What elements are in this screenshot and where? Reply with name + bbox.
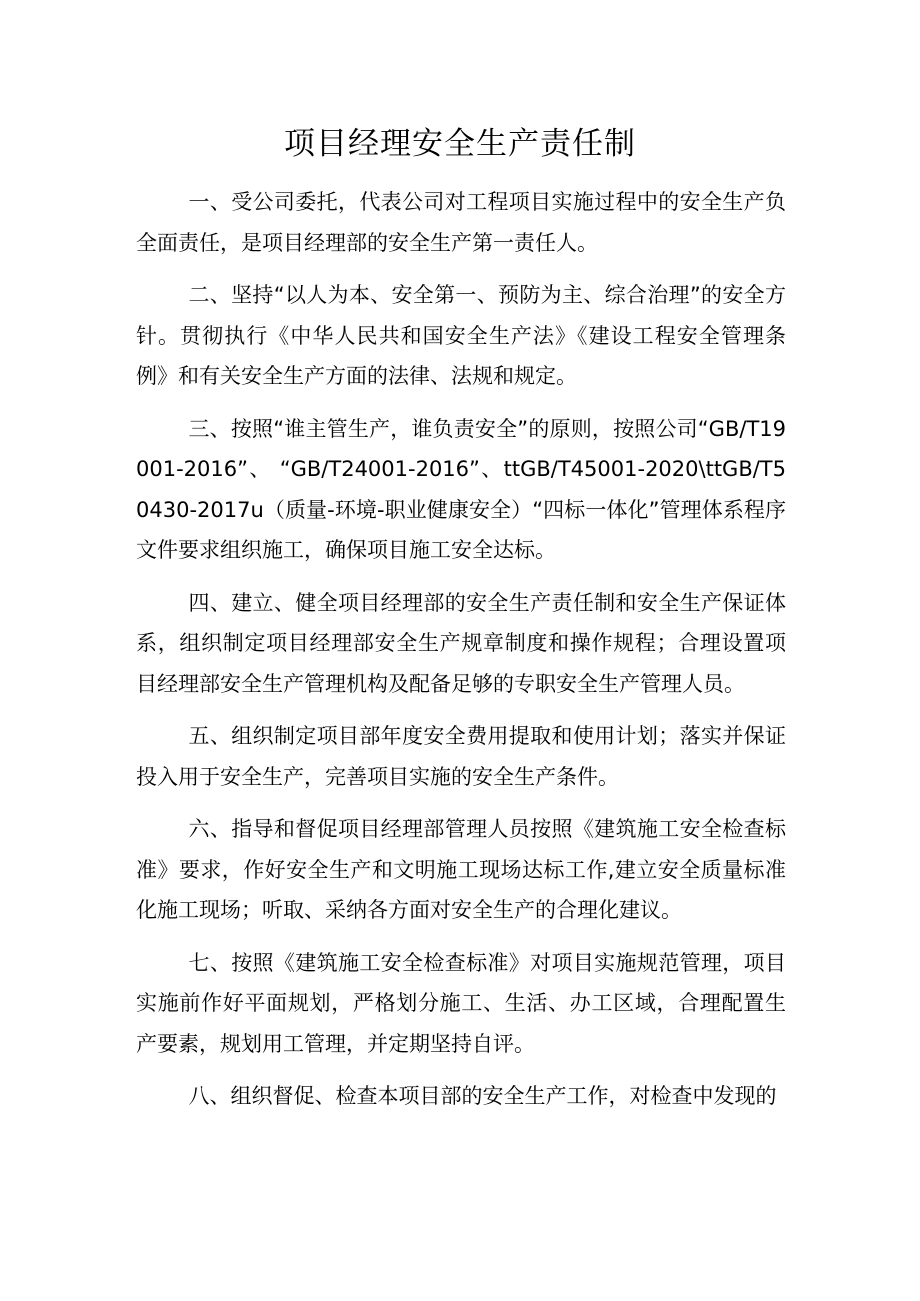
paragraph-3: 三、按照“谁主管生产，谁负责安全”的原则，按照公司“GB/T19001-2016”、 “GB/T24001-2016”、ttGB/T45001-2020\ttGB/T50430-2017u（质量-环境-职业健康安全）“四标一体化”管理体系程序文件要求组织施工，确保项目施工安全达标。 (136, 416, 786, 562)
document-title: 项目经理安全生产责任制 (284, 126, 636, 162)
paragraph-4: 四、建立、健全项目经理部的安全生产责任制和安全生产保证体系，组织制定项目经理部安全生产规章制度和操作规程；合理设置项目经理部安全生产管理机构及配备足够的专职安全生产管理人员。 (136, 590, 786, 696)
paragraph-7: 七、按照《建筑施工安全检查标准》对项目实施规范管理，项目实施前作好平面规划，严格划分施工、生活、办工区域，合理配置生产要素，规划用工管理，并定期坚持自评。 (136, 950, 786, 1056)
paragraph-6: 六、指导和督促项目经理部管理人员按照《建筑施工安全检查标准》要求，作好安全生产和文明施工现场达标工作,建立安全质量标准化施工现场；听取、采纳各方面对安全生产的合理化建议。 (136, 817, 786, 922)
paragraph-8: 八、组织督促、检查本项目部的安全生产工作，对检查中发现的 (188, 1084, 777, 1108)
document-body (136, 182, 786, 1117)
paragraph-5: 五、组织制定项目部年度安全费用提取和使用计划；落实并保证投入用于安全生产，完善项目实施的安全生产条件。 (136, 724, 786, 789)
paragraph-1: 一、受公司委托，代表公司对工程项目实施过程中的安全生产负全面责任，是项目经理部的安全生产第一责任人。 (136, 190, 786, 255)
paragraph-2: 二、坚持“以人为本、安全第一、预防为主、综合治理”的安全方针。贯彻执行《中华人民共和国安全生产法》《建设工程安全管理条例》和有关安全生产方面的法律、法规和规定。 (136, 283, 786, 388)
